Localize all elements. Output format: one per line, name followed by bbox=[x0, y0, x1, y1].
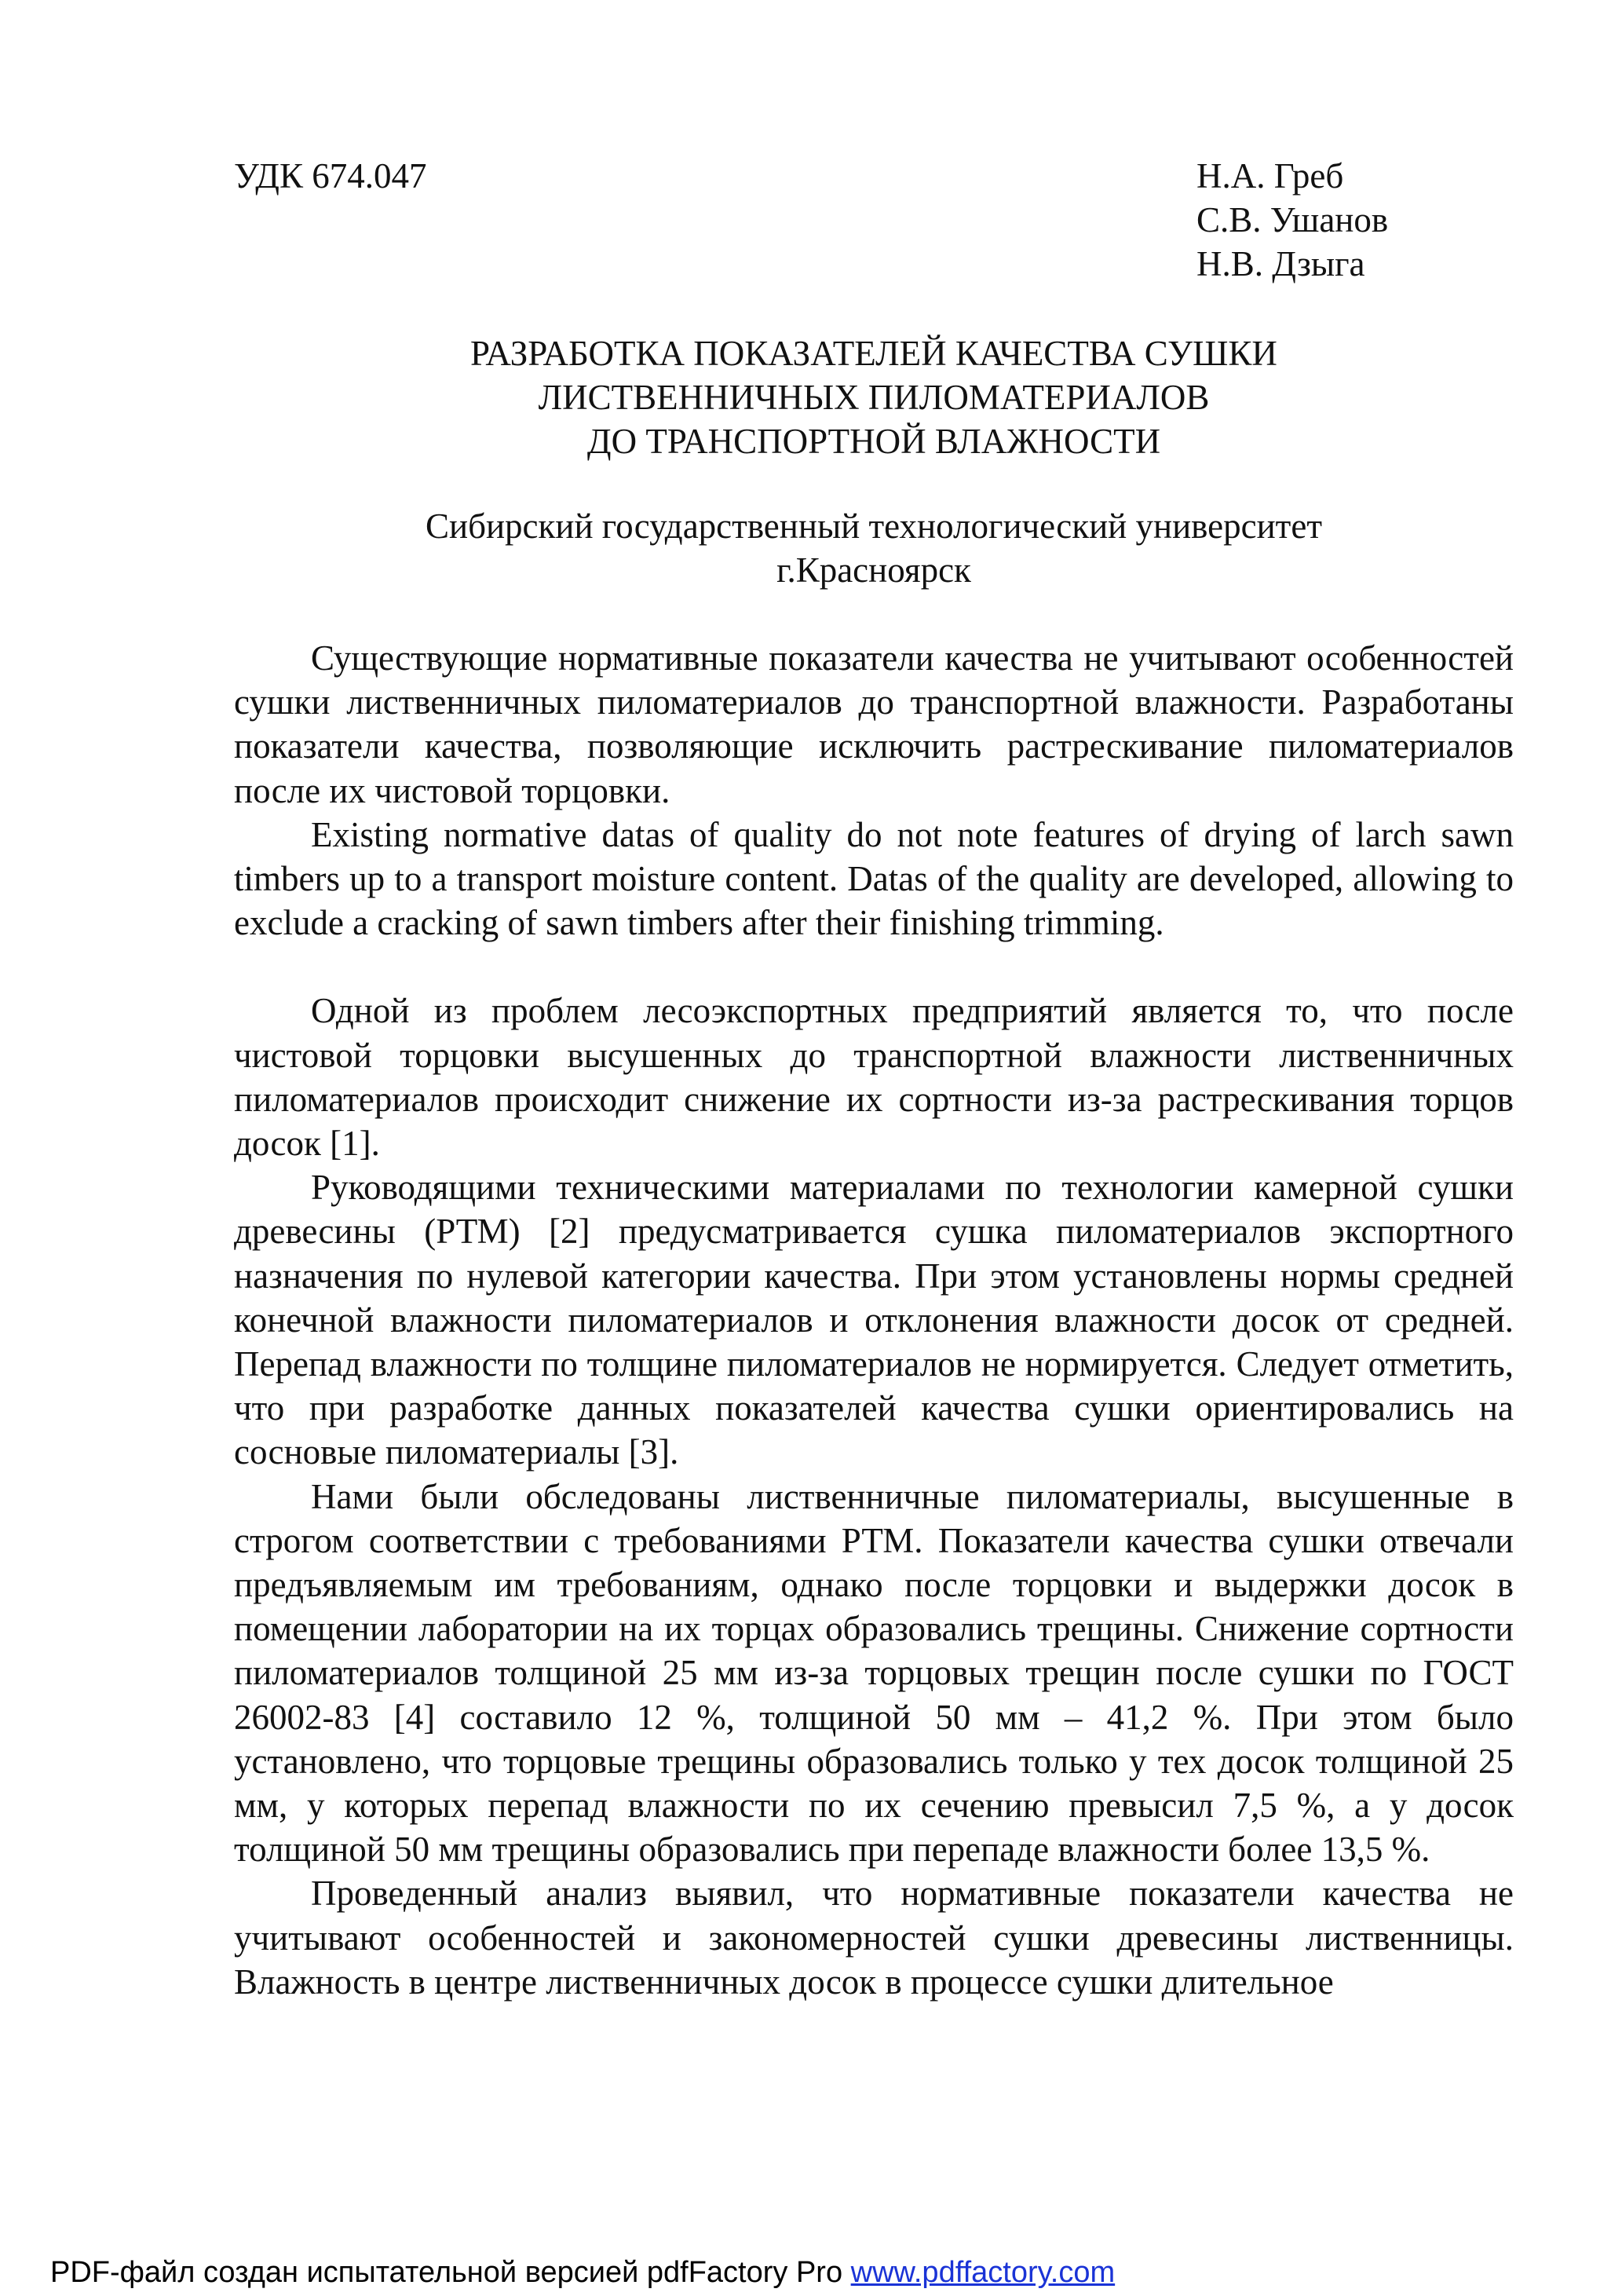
affiliation bbox=[234, 504, 1514, 592]
author-name: Н.А. Греб bbox=[1196, 156, 1344, 196]
footer-text: PDF-файл создан испытательной версией pdfFactory Pro bbox=[50, 2256, 843, 2289]
paper-title bbox=[234, 331, 1514, 463]
author-name: С.В. Ушанов bbox=[1196, 200, 1389, 239]
body-paragraph: Руководящими техническими материалами по технологии камерной сушки древесины (РТМ) [2] предусматривается сушка пиломатериалов экспортного назначения по нулевой категории качества. При этом установлены нормы средней конечной влажности пиломатериалов и отклонения влажности досок от средней. Перепад влажности по толщине пиломатериалов не нормируется. Следует отметить, что при разработке данных показателей качества сушки ориентировались на сосновые пиломатериалы [3]. bbox=[234, 1168, 1514, 1472]
title-line: ДО ТРАНСПОРТНОЙ ВЛАЖНОСТИ bbox=[586, 422, 1161, 461]
institution-name: Сибирский государственный технологический университет bbox=[425, 506, 1322, 546]
body-paragraph: Проведенный анализ выявил, что нормативные показатели качества не учитывают особенностей и закономерностей сушки древесины лиственницы. Влажность в центре лиственничных досок в процессе сушки длительное bbox=[234, 1874, 1514, 2002]
footer-link[interactable]: www.pdffactory.com bbox=[850, 2256, 1116, 2289]
pdf-footer bbox=[50, 2255, 1115, 2290]
city-name: г.Красноярск bbox=[776, 550, 971, 590]
title-line: РАЗРАБОТКА ПОКАЗАТЕЛЕЙ КАЧЕСТВА СУШКИ bbox=[470, 334, 1277, 373]
author-name: Н.В. Дзыга bbox=[1196, 244, 1365, 283]
body-paragraph: Одной из проблем лесоэкспортных предприятий является то, что после чистовой торцовки высушенных до транспортной влажности лиственничных пиломатериалов происходит снижение их сортности из-за растрескивания торцов досок [1]. bbox=[234, 991, 1514, 1164]
paper-body bbox=[234, 636, 1514, 2004]
abstract-english: Existing normative datas of quality do not note features of drying of larch sawn timbers up to a transport moisture content. Datas of the quality are developed, allowing to exclude a cracking of sawn timbers after their finishing trimming. bbox=[234, 814, 1514, 943]
title-line: ЛИСТВЕННИЧНЫХ ПИЛОМАТЕРИАЛОВ bbox=[538, 378, 1210, 417]
udk-code: УДК 674.047 bbox=[234, 156, 427, 196]
abstract-russian: Существующие нормативные показатели качества не учитывают особенностей сушки лиственничных пиломатериалов до транспортной влажности. Разработаны показатели качества, позволяющие исключить растрескивание пиломатериалов после их чистовой торцовки. bbox=[234, 638, 1514, 810]
author-list bbox=[1196, 154, 1388, 286]
body-paragraph: Нами были обследованы лиственничные пиломатериалы, высушенные в строгом соответствии с требованиями РТМ. Показатели качества сушки отвечали предъявляемым им требованиям, однако после торцовки и выдержки досок в помещении лаборатории на их торцах образовались трещины. Снижение сортности пиломатериалов толщиной 25 мм из-за торцовых трещин после сушки по ГОСТ 26002-83 [4] составило 12 %, толщиной 50 мм – 41,2 %. При этом было установлено, что торцовые трещины образовались только у тех досок толщиной 25 мм, у которых перепад влажности по их сечению превысил 7,5 %, а у досок толщиной 50 мм трещины образовались при перепаде влажности более 13,5 %. bbox=[234, 1476, 1514, 1870]
